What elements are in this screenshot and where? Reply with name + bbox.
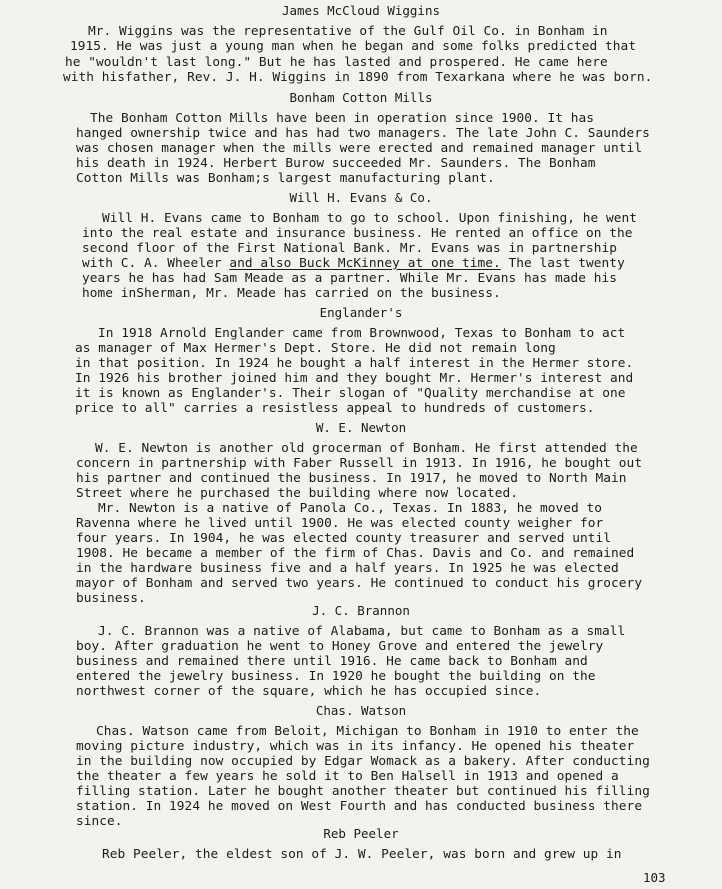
text-line: J. C. Brannon was a native of Alabama, but came to Bonham as a small xyxy=(98,624,626,639)
text-line: as manager of Max Hermer's Dept. Store. He did not remain long xyxy=(75,341,556,356)
text-line: the theater a few years he sold it to Ben Halsell in 1913 and opened a xyxy=(76,769,619,784)
text-line: home inSherman, Mr. Meade has carried on the business. xyxy=(82,286,501,301)
text-line: it is known as Englander's. Their slogan of "Quality merchandise at one xyxy=(75,386,626,401)
text-line: was chosen manager when the mills were erected and remained manager until xyxy=(76,141,643,156)
text-line: Ravenna where he lived until 1900. He was elected county weigher for xyxy=(76,516,604,531)
text-line: business. xyxy=(76,591,146,606)
text-line: The Bonham Cotton Mills have been in operation since 1900. It has xyxy=(90,111,595,126)
text-line: with hisfather, Rev. J. H. Wiggins in 1890 from Texarkana where he was born. xyxy=(63,70,653,85)
text-line: in the building now occupied by Edgar Womack as a bakery. After conducting xyxy=(76,754,650,769)
text-line: northwest corner of the square, which he has occupied since. xyxy=(76,684,542,699)
text-segment: The last twenty xyxy=(500,256,625,271)
text-line: Mr. Wiggins was the representative of the Gulf Oil Co. in Bonham in xyxy=(88,24,608,39)
text-line: second floor of the First National Bank. Mr. Evans was in partnership xyxy=(82,241,618,256)
text-line: Street where he purchased the building where now located. xyxy=(76,486,518,501)
text-line: since. xyxy=(76,814,123,829)
text-segment: with C. A. Wheeler xyxy=(82,256,230,271)
text-line: his partner and continued the business. In 1917, he moved to North Main xyxy=(76,471,627,486)
text-line: moving picture industry, which was in its infancy. He opened his theater xyxy=(76,739,635,754)
heading-newton: W. E. Newton xyxy=(315,420,407,435)
heading-wiggins: James McCloud Wiggins xyxy=(281,3,441,18)
text-line: hanged ownership twice and has had two managers. The late John C. Saunders xyxy=(76,126,650,141)
page-number: 103 xyxy=(643,870,666,885)
text-line: filling station. Later he bought another theater but continued his filling xyxy=(76,784,650,799)
heading-watson: Chas. Watson xyxy=(315,703,407,718)
text-line: in the hardware business five and a half years. In 1925 he was elected xyxy=(76,561,619,576)
heading-peeler: Reb Peeler xyxy=(323,826,399,841)
text-line: into the real estate and insurance business. He rented an office on the xyxy=(82,226,633,241)
text-line: his death in 1924. Herbert Burow succeeded Mr. Saunders. The Bonham xyxy=(76,156,596,171)
heading-evans: Will H. Evans & Co. xyxy=(289,190,433,205)
text-line: price to all" carries a resistless appeal to hundreds of customers. xyxy=(75,401,595,416)
text-line: In 1926 his brother joined him and they bought Mr. Hermer's interest and xyxy=(75,371,634,386)
text-line: four years. In 1904, he was elected county treasurer and served until xyxy=(76,531,612,546)
text-line: concern in partnership with Faber Russell in 1913. In 1916, he bought out xyxy=(76,456,643,471)
text-line: Chas. Watson came from Beloit, Michigan to Bonham in 1910 to enter the xyxy=(96,724,639,739)
text-line: 1915. He was just a young man when he began and some folks predicted that xyxy=(70,39,637,54)
text-line: Cotton Mills was Bonham;s largest manufacturing plant. xyxy=(76,171,495,186)
text-line: W. E. Newton is another old grocerman of Bonham. He first attended the xyxy=(95,441,638,456)
text-line: boy. After graduation he went to Honey Grove and entered the jewelry xyxy=(76,639,604,654)
text-line: years he has had Sam Meade as a partner. While Mr. Evans has made his xyxy=(82,271,618,286)
heading-cotton-mills: Bonham Cotton Mills xyxy=(289,90,433,105)
text-line: Mr. Newton is a native of Panola Co., Texas. In 1883, he moved to xyxy=(98,501,603,516)
heading-brannon: J. C. Brannon xyxy=(312,603,410,618)
text-line: in that position. In 1924 he bought a half interest in the Hermer store. xyxy=(75,356,634,371)
text-line: entered the jewelry business. In 1920 he bought the building on the xyxy=(76,669,596,684)
text-line: 1908. He became a member of the firm of Chas. Davis and Co. and remained xyxy=(76,546,635,561)
text-line: In 1918 Arnold Englander came from Brownwood, Texas to Bonham to act xyxy=(98,326,626,341)
text-line: business and remained there until 1916. He came back to Bonham and xyxy=(76,654,588,669)
text-line: Reb Peeler, the eldest son of J. W. Peeler, was born and grew up in xyxy=(102,847,622,862)
text-line: Will H. Evans came to Bonham to go to school. Upon finishing, he went xyxy=(102,211,638,226)
underlined-text: and also Buck McKinney at one time. xyxy=(229,256,501,271)
text-line: mayor of Bonham and served two years. He continued to conduct his grocery xyxy=(76,576,643,591)
text-line: station. In 1924 he moved on West Fourth and has conducted business there xyxy=(76,799,643,814)
heading-englanders: Englander's xyxy=(319,305,403,320)
text-line: he "wouldn't last long." But he has lasted and prospered. He came here xyxy=(65,55,608,70)
text-line-composite xyxy=(82,256,625,271)
